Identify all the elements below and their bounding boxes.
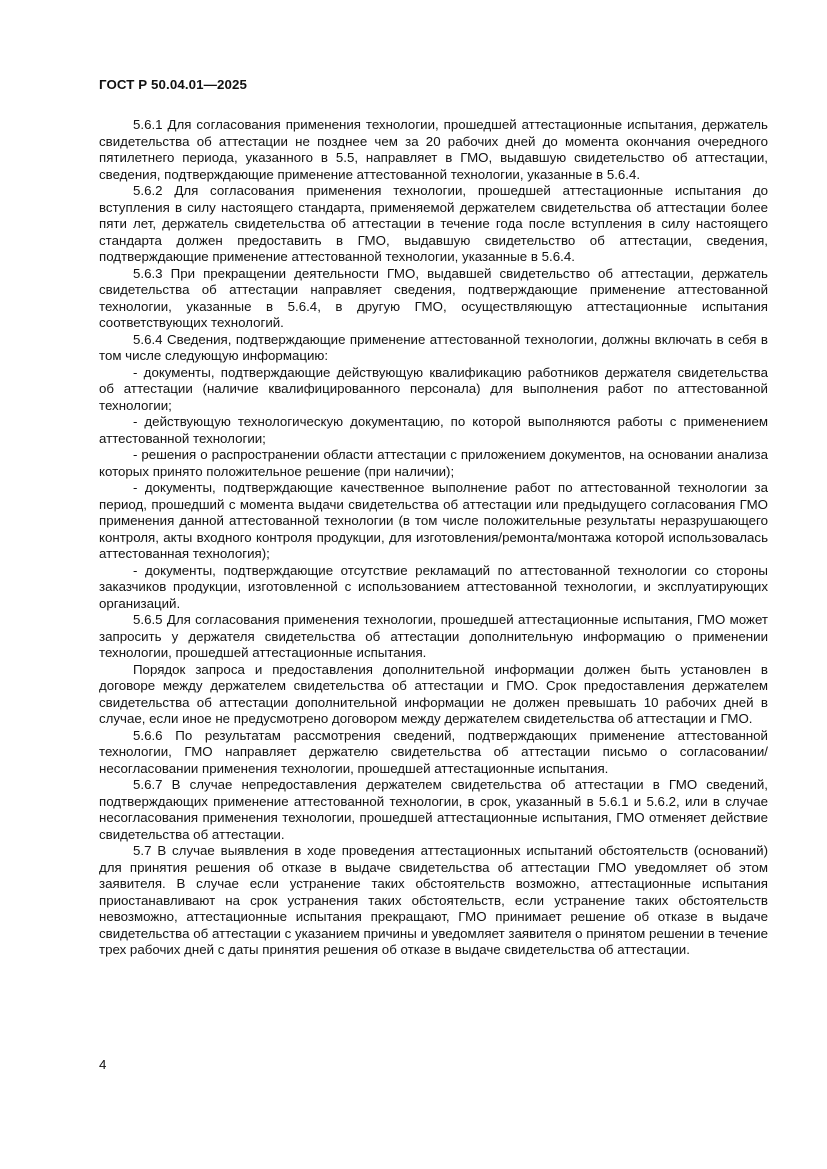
page-number: 4 <box>99 1057 107 1072</box>
paragraph-5-6-3: 5.6.3 При прекращении деятельности ГМО, выдавшей свидетельство об аттестации, держатель свидетельства об аттестации направляет сведения, подтверждающие применение аттестованной технологии, указанные в 5.6.4, в другую ГМО, осуществляющую аттестационные испытания соответствующих технологий. <box>99 265 768 330</box>
paragraph-5-6-1: 5.6.1 Для согласования применения технологии, прошедшей аттестационные испытания, держатель свидетельства об аттестации не позднее чем за 20 рабочих дней до момента окончания очередного пятилетнего периода, указанного в 5.5, направляет в ГМО, выдавшую свидетельство об аттестации, сведения, подтверждающие применение аттестованной технологии, указанные в 5.6.4. <box>99 117 768 182</box>
paragraph-request-procedure: Порядок запроса и предоставления дополнительной информации должен быть установлен в договоре между держателем свидетельства об аттестации и ГМО. Срок предоставления держателем свидетельства об аттестации дополнительной информации не должен превышать 10 рабочих дней в случае, если иное не предусмотрено договором между держателем свидетельства об аттестации и ГМО. <box>99 661 768 726</box>
list-item-tech-docs: - действующую технологическую документацию, по которой выполняются работы с применением аттестованной технологии; <box>99 414 768 446</box>
list-item-quality-docs: - документы, подтверждающие качественное выполнение работ по аттестованной технологии за период, прошедший с момента выдачи свидетельства об аттестации или предыдущего согласования ГМО применения данной аттестованной технологии (в том числе положительные результаты неразрушающего контроля, акты входного контроля продукции, для изготовления/ремонта/монтажа которой использовалась аттестованная технология); <box>99 480 768 561</box>
paragraph-5-6-7: 5.6.7 В случае непредоставления держателем свидетельства об аттестации в ГМО сведений, подтверждающих применение аттестованной технологии, в срок, указанный в 5.6.1 и 5.6.2, или в случае несогласования применения технологии, прошедшей аттестационные испытания, ГМО отменяет действие свидетельства об аттестации. <box>99 777 768 842</box>
list-item-scope-extension: - решения о распространении области аттестации с приложением документов, на основании анализа которых принято положительное решение (при наличии); <box>99 447 768 479</box>
document-body <box>99 117 768 959</box>
paragraph-5-6-5: 5.6.5 Для согласования применения технологии, прошедшей аттестационные испытания, ГМО может запросить у держателя свидетельства об аттестации дополнительную информацию о применении технологии, прошедшей аттестационные испытания. <box>99 612 768 660</box>
paragraph-5-6-6: 5.6.6 По результатам рассмотрения сведений, подтверждающих применение аттестованной технологии, ГМО направляет держателю свидетельства об аттестации письмо о согласовании/несогласовании применения технологии, прошедшей аттестационные испытания. <box>99 727 768 776</box>
list-item-no-complaints: - документы, подтверждающие отсутствие рекламаций по аттестованной технологии со стороны заказчиков продукции, изготовленной с использованием аттестованной технологии, и эксплуатирующих организаций. <box>99 562 768 611</box>
paragraph-5-6-4: 5.6.4 Сведения, подтверждающие применение аттестованной технологии, должны включать в себя в том числе следующую информацию: <box>99 331 768 363</box>
paragraph-5-7: 5.7 В случае выявления в ходе проведения аттестационных испытаний обстоятельств (оснований) для принятия решения об отказе в выдаче свидетельства об аттестации ГМО уведомляет об этом заявителя. В случае если устранение таких обстоятельств возможно, аттестационные испытания приостанавливают на срок устранения таких обстоятельств, если устранение таких обстоятельств невозможно, аттестационные испытания прекращают, ГМО принимает решение об отказе в выдаче свидетельства об аттестации с указанием причины и уведомляет заявителя о принятом решении в течение трех рабочих дней с даты принятия решения об отказе в выдаче свидетельства об аттестации. <box>99 843 768 957</box>
document-code-header: ГОСТ Р 50.04.01—2025 <box>99 77 247 92</box>
list-item-qualification: - документы, подтверждающие действующую квалификацию работников держателя свидетельства об аттестации (наличие квалифицированного персонала) для выполнения работ по аттестованной технологии; <box>99 364 768 413</box>
paragraph-5-6-2: 5.6.2 Для согласования применения технологии, прошедшей аттестационные испытания до вступления в силу настоящего стандарта, применяемой держателем свидетельства об аттестации более пяти лет, держатель свидетельства об аттестации в течение года после вступления в силу настоящего стандарта должен предоставить в ГМО, выдавшую свидетельство об аттестации, сведения, подтверждающие применение аттестованной технологии, указанные в 5.6.4. <box>99 183 768 264</box>
